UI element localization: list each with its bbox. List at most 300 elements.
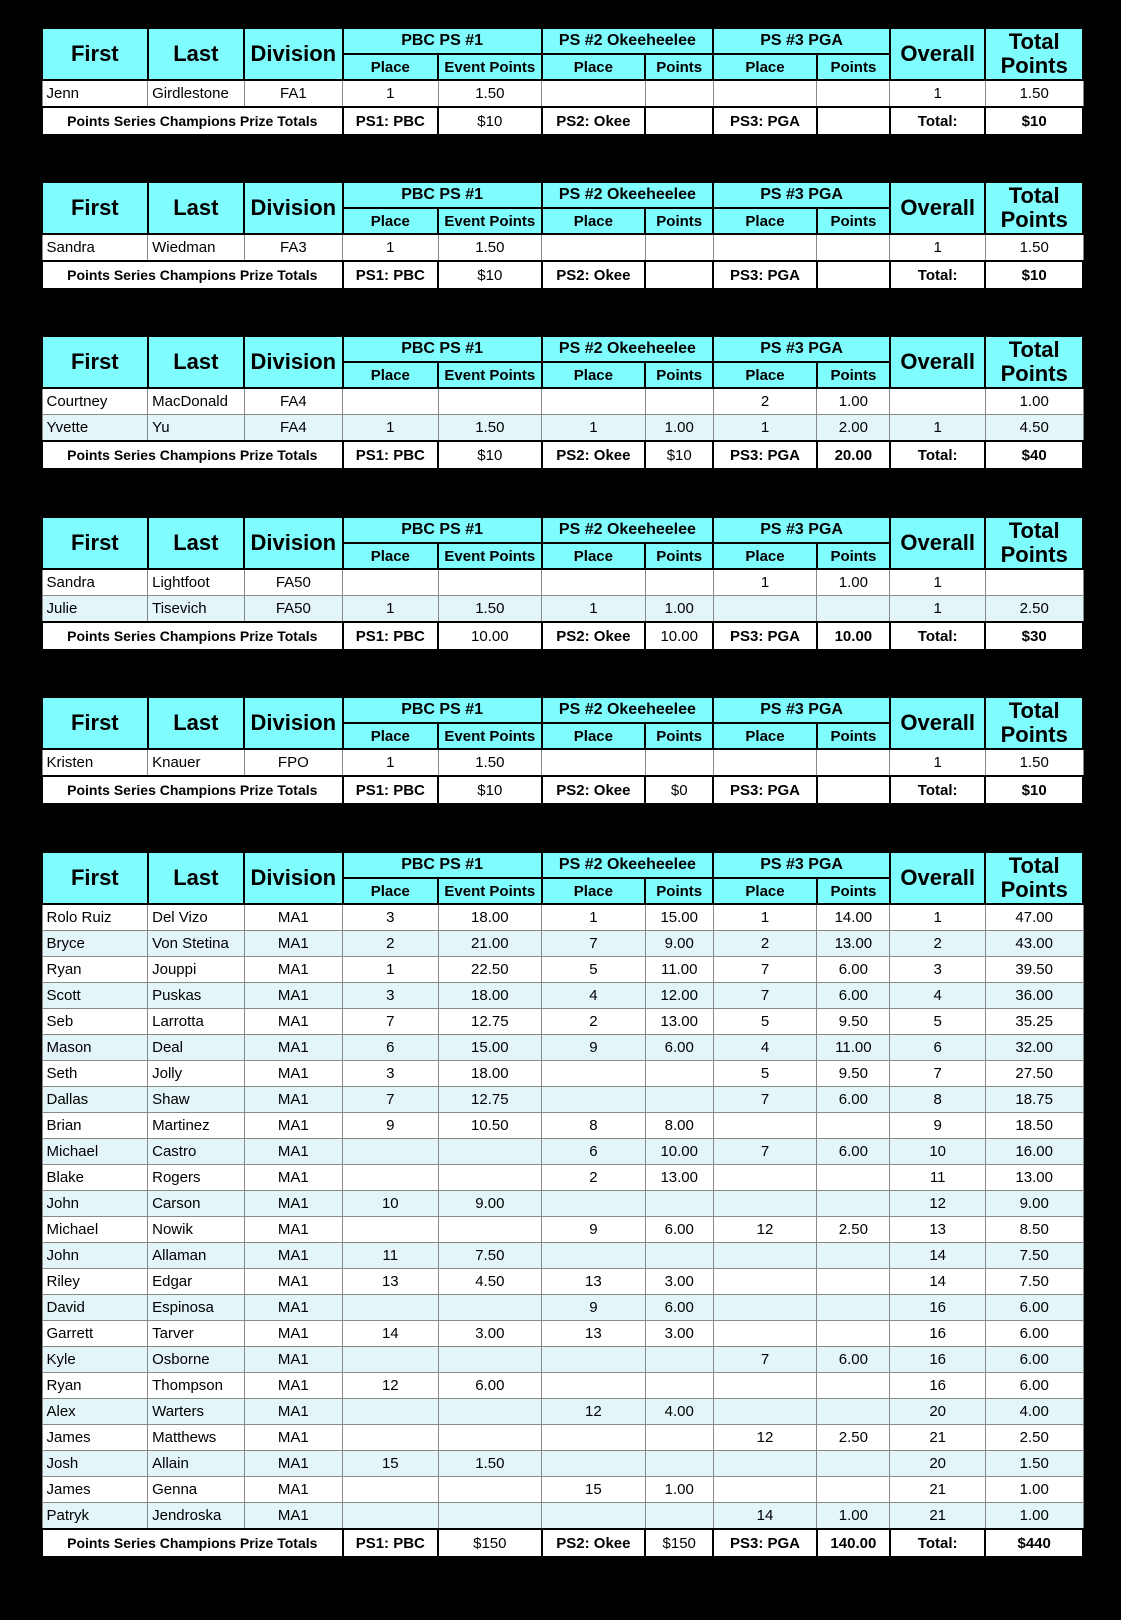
cell-total: 27.50	[985, 1061, 1083, 1087]
cell-overall: 1	[890, 234, 985, 261]
cell-ps2-place: 2	[542, 1165, 646, 1191]
cell-ps1-points: 3.00	[438, 1321, 542, 1347]
cell-ps1-points	[438, 1399, 542, 1425]
cell-division: FA50	[244, 596, 343, 623]
total-prize: $10	[985, 261, 1083, 289]
cell-ps1-place	[343, 1477, 438, 1503]
cell-division: MA1	[244, 931, 343, 957]
subheader-ps3-place: Place	[713, 878, 817, 904]
ps1-prize: $10	[438, 441, 542, 469]
cell-last: Allain	[148, 1451, 244, 1477]
ps3-label: PS3: PGA	[713, 1529, 817, 1557]
cell-first: Kyle	[42, 1347, 148, 1373]
cell-ps2-points	[645, 569, 713, 596]
cell-total: 6.00	[985, 1347, 1083, 1373]
prize-totals-label: Points Series Champions Prize Totals	[42, 261, 343, 289]
cell-ps1-place: 1	[343, 957, 438, 983]
cell-last: Rogers	[148, 1165, 244, 1191]
cell-first: Yvette	[42, 415, 148, 442]
cell-ps1-place: 2	[343, 931, 438, 957]
cell-overall: 16	[890, 1373, 985, 1399]
cell-ps3-place: 7	[713, 983, 817, 1009]
standings-table-1	[41, 27, 1084, 136]
table-row	[42, 234, 1083, 261]
cell-overall: 20	[890, 1451, 985, 1477]
header-last: Last	[148, 28, 244, 80]
cell-ps3-place: 7	[713, 957, 817, 983]
cell-ps2-place: 7	[542, 931, 646, 957]
standings-table-4	[41, 516, 1084, 651]
cell-ps2-place: 15	[542, 1477, 646, 1503]
cell-ps3-points	[817, 749, 890, 776]
cell-ps3-points: 9.50	[817, 1061, 890, 1087]
cell-overall: 4	[890, 983, 985, 1009]
cell-last: Martinez	[148, 1113, 244, 1139]
cell-ps1-place	[343, 1139, 438, 1165]
header-ps1: PBC PS #1	[343, 697, 542, 723]
cell-last: Lightfoot	[148, 569, 244, 596]
total-label: Total:	[890, 622, 985, 650]
cell-ps2-place	[542, 569, 646, 596]
cell-ps2-points: 3.00	[645, 1321, 713, 1347]
cell-ps1-place: 1	[343, 234, 438, 261]
header-row	[42, 517, 1083, 543]
cell-division: FA3	[244, 234, 343, 261]
cell-last: Espinosa	[148, 1295, 244, 1321]
cell-ps2-place: 4	[542, 983, 646, 1009]
ps3-prize	[817, 107, 890, 135]
cell-last: MacDonald	[148, 388, 244, 415]
ps2-label: PS2: Okee	[542, 776, 646, 804]
prize-totals-row	[42, 261, 1083, 289]
cell-ps3-points: 14.00	[817, 904, 890, 931]
cell-ps3-place: 1	[713, 904, 817, 931]
ps3-label: PS3: PGA	[713, 776, 817, 804]
table-row	[42, 1425, 1083, 1451]
cell-ps3-points	[817, 1113, 890, 1139]
total-prize: $10	[985, 776, 1083, 804]
cell-ps1-points	[438, 1425, 542, 1451]
subheader-ps3-points: Points	[817, 208, 890, 234]
cell-ps3-points: 6.00	[817, 957, 890, 983]
table-row	[42, 1009, 1083, 1035]
ps3-label: PS3: PGA	[713, 441, 817, 469]
cell-ps3-points	[817, 1477, 890, 1503]
cell-ps2-place: 9	[542, 1295, 646, 1321]
cell-overall: 11	[890, 1165, 985, 1191]
cell-ps2-place: 1	[542, 904, 646, 931]
cell-ps3-place	[713, 1373, 817, 1399]
cell-first: Ryan	[42, 1373, 148, 1399]
cell-ps2-place: 1	[542, 596, 646, 623]
cell-division: MA1	[244, 904, 343, 931]
header-last: Last	[148, 697, 244, 749]
cell-first: Patryk	[42, 1503, 148, 1530]
cell-ps1-place: 15	[343, 1451, 438, 1477]
table-row	[42, 80, 1083, 107]
header-overall: Overall	[890, 182, 985, 234]
table-row	[42, 1503, 1083, 1530]
ps2-prize: $0	[645, 776, 713, 804]
subheader-ps2-points: Points	[645, 54, 713, 80]
cell-total: 7.50	[985, 1243, 1083, 1269]
cell-overall: 6	[890, 1035, 985, 1061]
header-ps3: PS #3 PGA	[713, 697, 890, 723]
cell-ps1-place: 1	[343, 749, 438, 776]
cell-ps1-points	[438, 569, 542, 596]
cell-ps2-points: 1.00	[645, 415, 713, 442]
cell-overall: 1	[890, 569, 985, 596]
cell-last: Osborne	[148, 1347, 244, 1373]
subheader-ps1-event-points: Event Points	[438, 543, 542, 569]
cell-ps2-points: 13.00	[645, 1009, 713, 1035]
subheader-ps3-points: Points	[817, 362, 890, 388]
cell-ps1-points	[438, 1295, 542, 1321]
cell-ps3-points	[817, 1295, 890, 1321]
header-last: Last	[148, 517, 244, 569]
header-ps3: PS #3 PGA	[713, 28, 890, 54]
cell-division: MA1	[244, 983, 343, 1009]
cell-last: Edgar	[148, 1269, 244, 1295]
table-row	[42, 1139, 1083, 1165]
cell-ps3-place: 5	[713, 1061, 817, 1087]
prize-totals-row	[42, 1529, 1083, 1557]
prize-totals-label: Points Series Champions Prize Totals	[42, 441, 343, 469]
ps1-prize: 10.00	[438, 622, 542, 650]
cell-ps2-place	[542, 1451, 646, 1477]
cell-ps3-points: 2.50	[817, 1425, 890, 1451]
subheader-ps2-points: Points	[645, 543, 713, 569]
cell-ps3-place: 2	[713, 931, 817, 957]
cell-overall: 1	[890, 415, 985, 442]
cell-ps2-place: 9	[542, 1217, 646, 1243]
table-row	[42, 1451, 1083, 1477]
cell-last: Allaman	[148, 1243, 244, 1269]
cell-ps1-place: 7	[343, 1087, 438, 1113]
cell-ps1-points: 1.50	[438, 1451, 542, 1477]
cell-total: 36.00	[985, 983, 1083, 1009]
table-row	[42, 415, 1083, 442]
cell-ps2-points	[645, 234, 713, 261]
ps2-prize	[645, 107, 713, 135]
prize-totals-row	[42, 441, 1083, 469]
cell-ps1-points: 12.75	[438, 1087, 542, 1113]
cell-first: James	[42, 1477, 148, 1503]
cell-ps2-place: 12	[542, 1399, 646, 1425]
cell-ps1-points: 10.50	[438, 1113, 542, 1139]
header-last: Last	[148, 852, 244, 904]
table-row	[42, 1243, 1083, 1269]
subheader-ps1-place: Place	[343, 543, 438, 569]
subheader-ps3-points: Points	[817, 723, 890, 749]
cell-ps1-points: 6.00	[438, 1373, 542, 1399]
subheader-ps2-place: Place	[542, 543, 646, 569]
subheader-ps2-place: Place	[542, 362, 646, 388]
header-ps2: PS #2 Okeeheelee	[542, 517, 714, 543]
cell-overall	[890, 388, 985, 415]
cell-last: Del Vizo	[148, 904, 244, 931]
header-overall: Overall	[890, 697, 985, 749]
cell-overall: 7	[890, 1061, 985, 1087]
cell-last: Carson	[148, 1191, 244, 1217]
header-ps2: PS #2 Okeeheelee	[542, 852, 714, 878]
cell-first: Blake	[42, 1165, 148, 1191]
cell-first: Jenn	[42, 80, 148, 107]
cell-ps2-points: 9.00	[645, 931, 713, 957]
ps2-label: PS2: Okee	[542, 1529, 646, 1557]
cell-ps3-place	[713, 1477, 817, 1503]
cell-first: Seb	[42, 1009, 148, 1035]
cell-first: Julie	[42, 596, 148, 623]
total-label: Total:	[890, 261, 985, 289]
cell-total: 16.00	[985, 1139, 1083, 1165]
header-ps2: PS #2 Okeeheelee	[542, 182, 714, 208]
cell-ps3-place: 12	[713, 1425, 817, 1451]
cell-ps1-points: 12.75	[438, 1009, 542, 1035]
cell-ps3-points: 11.00	[817, 1035, 890, 1061]
table-row	[42, 1113, 1083, 1139]
cell-ps2-points	[645, 1451, 713, 1477]
cell-first: John	[42, 1191, 148, 1217]
cell-first: Courtney	[42, 388, 148, 415]
cell-division: MA1	[244, 1477, 343, 1503]
table-row	[42, 596, 1083, 623]
cell-total: 4.50	[985, 415, 1083, 442]
cell-division: MA1	[244, 1503, 343, 1530]
header-row	[42, 852, 1083, 878]
ps1-label: PS1: PBC	[343, 1529, 438, 1557]
subheader-ps1-event-points: Event Points	[438, 878, 542, 904]
header-last: Last	[148, 182, 244, 234]
cell-ps3-place	[713, 1191, 817, 1217]
cell-ps3-place	[713, 1399, 817, 1425]
cell-ps2-points: 1.00	[645, 1477, 713, 1503]
cell-division: MA1	[244, 1191, 343, 1217]
prize-totals-label: Points Series Champions Prize Totals	[42, 107, 343, 135]
cell-ps1-place	[343, 1217, 438, 1243]
cell-ps1-place: 11	[343, 1243, 438, 1269]
cell-ps3-place: 5	[713, 1009, 817, 1035]
subheader-ps2-place: Place	[542, 723, 646, 749]
cell-ps2-points	[645, 1347, 713, 1373]
table-row	[42, 749, 1083, 776]
cell-total: 1.00	[985, 388, 1083, 415]
cell-overall: 2	[890, 931, 985, 957]
cell-overall: 13	[890, 1217, 985, 1243]
cell-first: David	[42, 1295, 148, 1321]
total-prize: $440	[985, 1529, 1083, 1557]
cell-division: MA1	[244, 1425, 343, 1451]
cell-ps1-place	[343, 1295, 438, 1321]
header-first: First	[42, 182, 148, 234]
cell-ps1-place	[343, 388, 438, 415]
cell-ps3-place: 7	[713, 1139, 817, 1165]
table-row	[42, 1373, 1083, 1399]
cell-ps3-points	[817, 1321, 890, 1347]
header-row	[42, 28, 1083, 54]
cell-first: Mason	[42, 1035, 148, 1061]
cell-first: Scott	[42, 983, 148, 1009]
cell-ps1-points	[438, 1217, 542, 1243]
cell-total: 35.25	[985, 1009, 1083, 1035]
cell-ps3-place: 4	[713, 1035, 817, 1061]
cell-last: Warters	[148, 1399, 244, 1425]
cell-ps1-points	[438, 1503, 542, 1530]
cell-division: FA4	[244, 415, 343, 442]
cell-division: FA4	[244, 388, 343, 415]
cell-overall: 16	[890, 1347, 985, 1373]
header-first: First	[42, 697, 148, 749]
header-ps2: PS #2 Okeeheelee	[542, 697, 714, 723]
cell-ps3-place	[713, 1113, 817, 1139]
cell-overall: 10	[890, 1139, 985, 1165]
cell-last: Jendroska	[148, 1503, 244, 1530]
cell-ps2-points: 6.00	[645, 1217, 713, 1243]
standings-table-3	[41, 335, 1084, 470]
cell-ps1-place: 3	[343, 1061, 438, 1087]
cell-first: James	[42, 1425, 148, 1451]
cell-division: MA1	[244, 1269, 343, 1295]
header-overall: Overall	[890, 28, 985, 80]
cell-total: 1.50	[985, 80, 1083, 107]
cell-ps3-points: 9.50	[817, 1009, 890, 1035]
cell-ps2-place	[542, 1425, 646, 1451]
cell-ps2-points	[645, 1373, 713, 1399]
cell-total: 6.00	[985, 1373, 1083, 1399]
cell-ps1-points: 1.50	[438, 80, 542, 107]
cell-ps3-place: 1	[713, 569, 817, 596]
cell-overall: 1	[890, 596, 985, 623]
cell-ps1-points	[438, 1477, 542, 1503]
subheader-ps1-place: Place	[343, 878, 438, 904]
cell-total: 1.50	[985, 749, 1083, 776]
cell-overall: 14	[890, 1243, 985, 1269]
cell-ps1-points: 1.50	[438, 749, 542, 776]
table-row	[42, 904, 1083, 931]
prize-totals-label: Points Series Champions Prize Totals	[42, 1529, 343, 1557]
ps2-label: PS2: Okee	[542, 107, 646, 135]
ps2-label: PS2: Okee	[542, 622, 646, 650]
cell-first: Garrett	[42, 1321, 148, 1347]
ps1-label: PS1: PBC	[343, 776, 438, 804]
cell-ps3-points: 6.00	[817, 1347, 890, 1373]
cell-last: Genna	[148, 1477, 244, 1503]
ps2-prize	[645, 261, 713, 289]
cell-overall: 5	[890, 1009, 985, 1035]
cell-first: Michael	[42, 1139, 148, 1165]
subheader-ps3-points: Points	[817, 543, 890, 569]
header-division: Division	[244, 182, 343, 234]
cell-ps2-points	[645, 1191, 713, 1217]
cell-overall: 21	[890, 1425, 985, 1451]
subheader-ps3-place: Place	[713, 723, 817, 749]
cell-last: Von Stetina	[148, 931, 244, 957]
header-total-points: Total Points	[985, 697, 1083, 749]
cell-last: Shaw	[148, 1087, 244, 1113]
cell-division: FA1	[244, 80, 343, 107]
table-row	[42, 1035, 1083, 1061]
cell-ps3-points	[817, 1243, 890, 1269]
cell-division: MA1	[244, 1113, 343, 1139]
cell-ps2-place	[542, 388, 646, 415]
subheader-ps1-place: Place	[343, 723, 438, 749]
cell-ps1-points: 9.00	[438, 1191, 542, 1217]
header-ps3: PS #3 PGA	[713, 336, 890, 362]
cell-ps1-points	[438, 1165, 542, 1191]
cell-ps1-points: 22.50	[438, 957, 542, 983]
header-first: First	[42, 336, 148, 388]
cell-ps3-points: 1.00	[817, 388, 890, 415]
header-first: First	[42, 852, 148, 904]
cell-ps1-place: 9	[343, 1113, 438, 1139]
cell-ps1-points: 15.00	[438, 1035, 542, 1061]
header-row	[42, 182, 1083, 208]
cell-ps1-place: 3	[343, 904, 438, 931]
total-prize: $40	[985, 441, 1083, 469]
subheader-ps2-place: Place	[542, 208, 646, 234]
cell-overall: 1	[890, 904, 985, 931]
cell-overall: 1	[890, 749, 985, 776]
cell-ps3-points: 6.00	[817, 1139, 890, 1165]
cell-ps1-points	[438, 388, 542, 415]
cell-overall: 20	[890, 1399, 985, 1425]
cell-ps2-points	[645, 1087, 713, 1113]
cell-ps2-place: 6	[542, 1139, 646, 1165]
cell-ps2-points	[645, 1061, 713, 1087]
cell-ps1-points: 21.00	[438, 931, 542, 957]
cell-ps3-place: 7	[713, 1087, 817, 1113]
cell-first: Bryce	[42, 931, 148, 957]
cell-first: Kristen	[42, 749, 148, 776]
ps2-prize: $10	[645, 441, 713, 469]
cell-ps2-points: 4.00	[645, 1399, 713, 1425]
cell-division: MA1	[244, 1087, 343, 1113]
cell-ps3-points: 6.00	[817, 1087, 890, 1113]
cell-ps3-points: 1.00	[817, 569, 890, 596]
prize-totals-row	[42, 107, 1083, 135]
cell-ps2-place: 2	[542, 1009, 646, 1035]
cell-total: 1.50	[985, 1451, 1083, 1477]
cell-ps2-place	[542, 1373, 646, 1399]
cell-ps1-place	[343, 1503, 438, 1530]
cell-ps2-points	[645, 1503, 713, 1530]
cell-last: Jolly	[148, 1061, 244, 1087]
cell-ps1-points: 1.50	[438, 596, 542, 623]
cell-first: Rolo Ruiz	[42, 904, 148, 931]
standings-table-6	[41, 851, 1084, 1558]
table-row	[42, 1347, 1083, 1373]
subheader-ps3-points: Points	[817, 878, 890, 904]
cell-last: Knauer	[148, 749, 244, 776]
cell-first: Seth	[42, 1061, 148, 1087]
cell-ps2-place: 13	[542, 1269, 646, 1295]
cell-last: Puskas	[148, 983, 244, 1009]
cell-ps2-place	[542, 1191, 646, 1217]
cell-ps2-place: 5	[542, 957, 646, 983]
cell-total	[985, 569, 1083, 596]
cell-ps3-place	[713, 80, 817, 107]
cell-ps2-points	[645, 388, 713, 415]
cell-total: 8.50	[985, 1217, 1083, 1243]
cell-ps3-place	[713, 1269, 817, 1295]
cell-ps3-place	[713, 1295, 817, 1321]
cell-total: 32.00	[985, 1035, 1083, 1061]
subheader-ps1-event-points: Event Points	[438, 362, 542, 388]
cell-ps3-place	[713, 1321, 817, 1347]
subheader-ps3-place: Place	[713, 543, 817, 569]
cell-last: Deal	[148, 1035, 244, 1061]
table-row	[42, 931, 1083, 957]
